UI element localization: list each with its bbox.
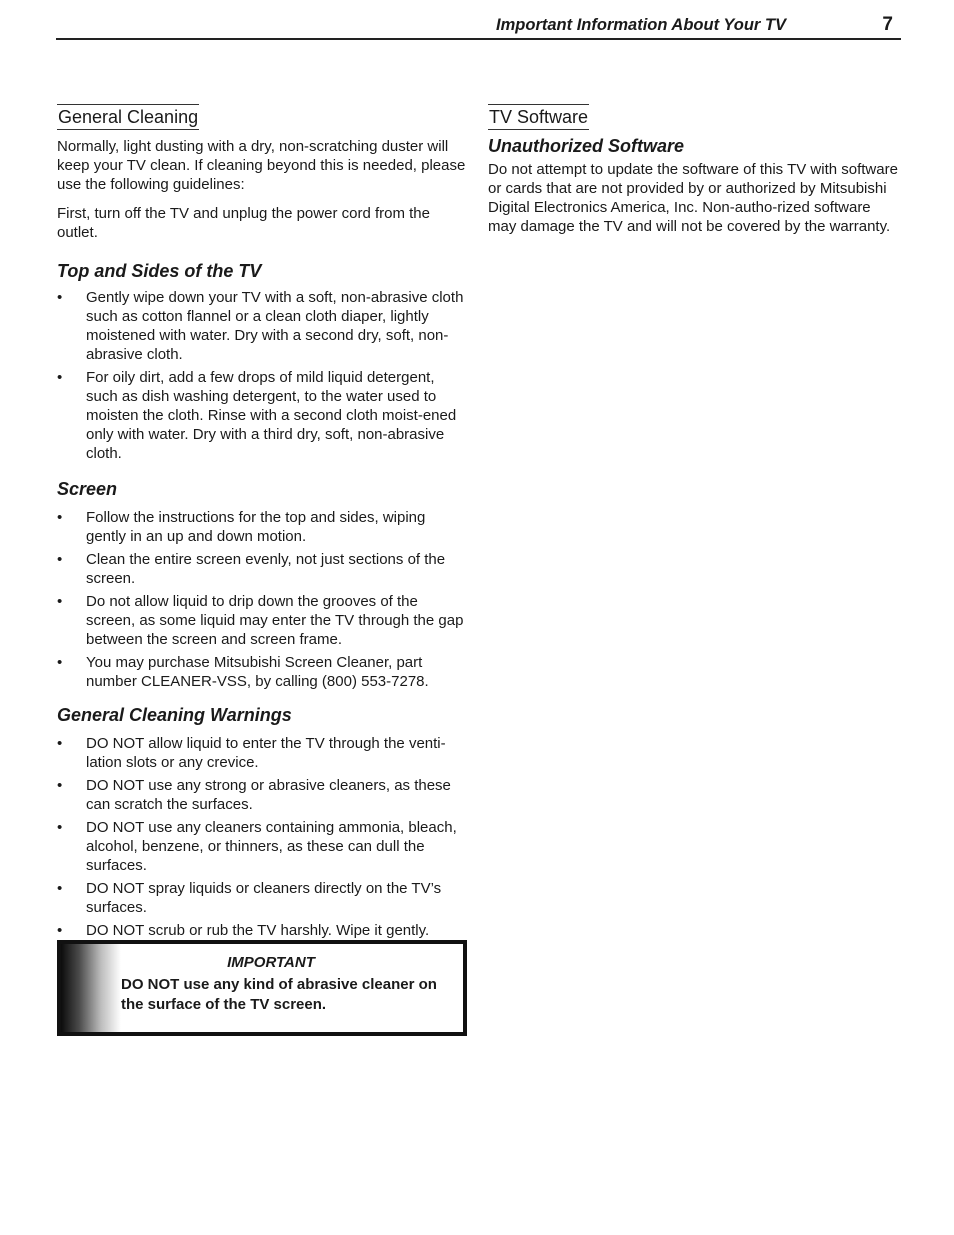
list-item: • Follow the instructions for the top and sides, wiping gently in an up and down motion.	[57, 509, 426, 545]
bullet-icon: •	[57, 551, 63, 568]
warnings-list	[57, 734, 469, 940]
intro-paragraph-2: First, turn off the TV and unplug the power cord from the outlet.	[57, 205, 430, 241]
important-notice-content	[121, 954, 449, 1015]
subheading-unauthorized-software: Unauthorized Software	[488, 136, 685, 156]
list-item: • Do not allow liquid to drip down the grooves of the screen, as some liquid may enter the TV through the gap between the screen and screen frame.	[57, 593, 464, 648]
intro-paragraph-1: Normally, light dusting with a dry, non-scratching duster will keep your TV clean. If cleaning beyond this is needed, please use the following guidelines:	[57, 138, 466, 193]
bullet-icon: •	[57, 289, 63, 306]
header-title: Important Information About Your TV	[496, 16, 786, 34]
section-title-general-cleaning: General Cleaning	[57, 104, 199, 130]
list-item: • DO NOT scrub or rub the TV harshly. Wipe it gently.	[57, 922, 430, 939]
left-column	[57, 104, 469, 944]
list-item: • You may purchase Mitsubishi Screen Cleaner, part number CLEANER-VSS, by calling (800) 553-7278.	[57, 654, 429, 690]
page-number: 7	[882, 14, 893, 35]
important-title: IMPORTANT	[227, 954, 315, 971]
bullet-icon: •	[57, 509, 63, 526]
page-header	[56, 0, 901, 40]
list-item: • DO NOT allow liquid to enter the TV through the venti-lation slots or any crevice.	[57, 735, 446, 771]
subheading-warnings: General Cleaning Warnings	[57, 705, 292, 725]
section-title-tv-software: TV Software	[488, 104, 589, 130]
list-item: • Gently wipe down your TV with a soft, non-abrasive cloth such as cotton flannel or a clean cloth diaper, lightly moistened with water. Dry with a second dry, soft, non-abrasive cloth.	[57, 289, 464, 363]
bullet-icon: •	[57, 922, 63, 939]
subheading-top-sides: Top and Sides of the TV	[57, 261, 262, 281]
important-text: DO NOT use any kind of abrasive cleaner on the surface of the TV screen.	[121, 976, 437, 1013]
screen-list	[57, 508, 469, 691]
bullet-icon: •	[57, 819, 63, 836]
bullet-icon: •	[57, 593, 63, 610]
bullet-icon: •	[57, 735, 63, 752]
list-item: • Clean the entire screen evenly, not just sections of the screen.	[57, 551, 446, 587]
list-item: • DO NOT spray liquids or cleaners directly on the TV’s surfaces.	[57, 880, 442, 916]
top-sides-list	[57, 288, 469, 463]
software-paragraph: Do not attempt to update the software of this TV with software or cards that are not provided by or authorized by Mitsubishi Digital Electronics America, Inc. Non-autho-rized software may damage the TV and will not be covered by the warranty.	[488, 161, 898, 235]
right-column	[488, 104, 902, 236]
bullet-icon: •	[57, 777, 63, 794]
important-notice-box	[57, 940, 467, 1036]
list-item: • DO NOT use any strong or abrasive cleaners, as these can scratch the surfaces.	[57, 777, 451, 813]
bullet-icon: •	[57, 880, 63, 897]
list-item: • For oily dirt, add a few drops of mild liquid detergent, such as dish washing detergent, to the water used to moisten the cloth. Rinse with a second cloth moist-ened only with water. Dry with a third dry, soft, non-abrasive cloth.	[57, 369, 457, 462]
bullet-icon: •	[57, 369, 63, 386]
list-item: • DO NOT use any cleaners containing ammonia, bleach, alcohol, benzene, or thinners, as these can dull the surfaces.	[57, 819, 457, 874]
bullet-icon: •	[57, 654, 63, 671]
subheading-screen: Screen	[57, 479, 118, 499]
